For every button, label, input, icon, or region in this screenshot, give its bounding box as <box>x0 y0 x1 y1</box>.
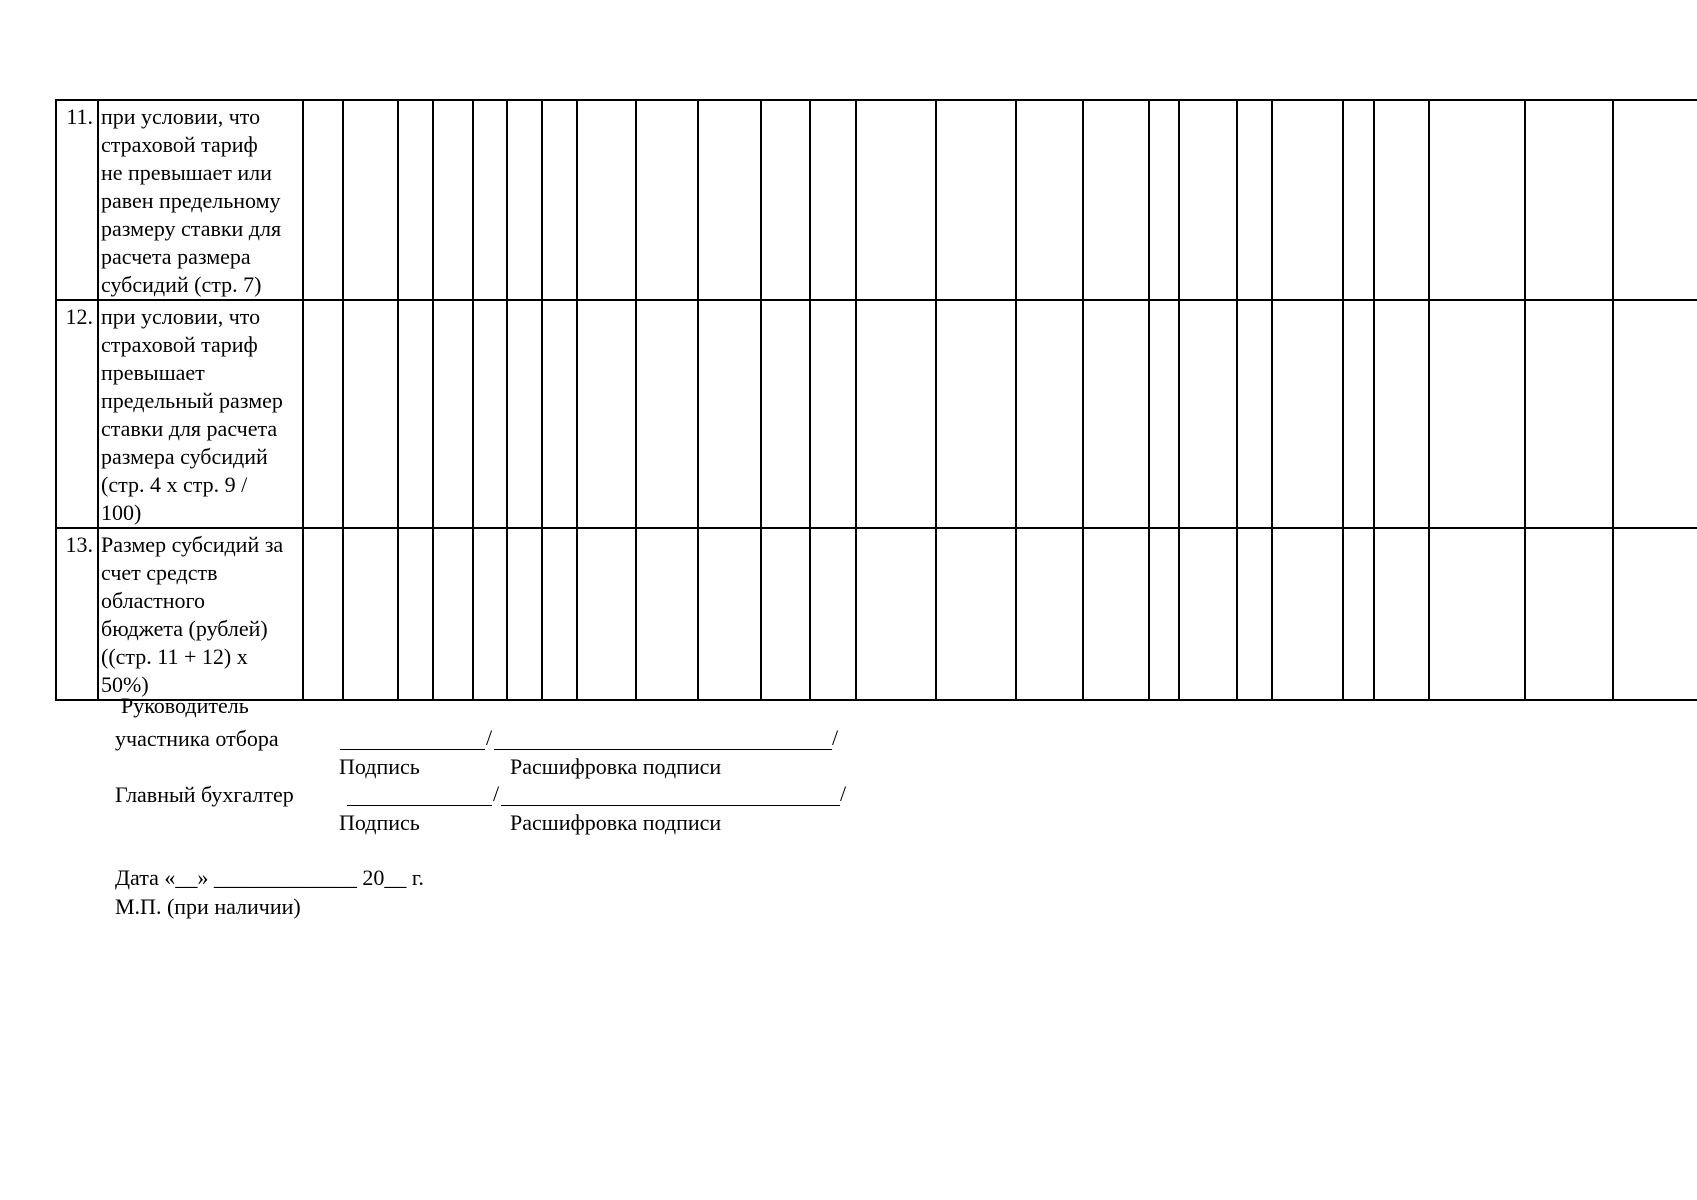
empty-cell <box>433 300 473 528</box>
empty-cell <box>810 100 856 300</box>
empty-cell <box>856 300 936 528</box>
empty-cell <box>473 300 507 528</box>
head-title-line2: участника отбора <box>115 726 279 751</box>
empty-cell <box>303 300 343 528</box>
empty-cell <box>1374 100 1429 300</box>
head-sign-caption: Подпись <box>339 754 420 779</box>
empty-cell <box>1179 300 1237 528</box>
empty-cell <box>1083 528 1149 700</box>
empty-cell <box>343 528 398 700</box>
empty-cell <box>433 100 473 300</box>
accountant-sign-caption: Подпись <box>339 810 420 835</box>
head-slash-right: / <box>832 725 839 750</box>
head-decode-line <box>494 749 832 750</box>
empty-cell <box>577 100 636 300</box>
empty-cell <box>398 528 433 700</box>
empty-cell <box>856 528 936 700</box>
empty-cell <box>1237 528 1272 700</box>
empty-cell <box>303 100 343 300</box>
empty-cell <box>542 100 577 300</box>
empty-cell <box>1343 100 1374 300</box>
empty-cell <box>303 528 343 700</box>
row-number: 11. <box>56 100 98 300</box>
empty-cell <box>398 100 433 300</box>
empty-cell <box>1149 528 1179 700</box>
empty-cell <box>1272 300 1343 528</box>
empty-cell <box>1343 300 1374 528</box>
empty-cell <box>1429 100 1525 300</box>
empty-cell <box>1016 100 1083 300</box>
empty-cell <box>1272 100 1343 300</box>
table-row <box>56 100 1697 300</box>
empty-cell <box>1374 528 1429 700</box>
empty-cell <box>936 528 1016 700</box>
head-decode-caption: Расшифровка подписи <box>510 754 722 779</box>
row-description: при условии, что страховой тариф не превышает или равен предельному размеру ставки для расчета размера субсидий (стр. 7) <box>98 100 303 300</box>
empty-cell <box>698 528 761 700</box>
empty-cell <box>433 528 473 700</box>
empty-cell <box>1343 528 1374 700</box>
date-field: Дата «__» _____________ 20__ г. <box>115 865 424 890</box>
empty-cell <box>343 300 398 528</box>
empty-cell <box>856 100 936 300</box>
empty-cell <box>1237 100 1272 300</box>
row-number: 13. <box>56 528 98 700</box>
empty-cell <box>636 100 698 300</box>
empty-cell <box>507 300 542 528</box>
empty-cell <box>542 300 577 528</box>
empty-cell <box>636 528 698 700</box>
empty-cell <box>577 300 636 528</box>
empty-cell <box>936 300 1016 528</box>
empty-cell <box>398 300 433 528</box>
empty-cell <box>761 528 810 700</box>
accountant-signature-line <box>347 805 492 806</box>
accountant-decode-caption: Расшифровка подписи <box>510 810 722 835</box>
empty-cell <box>636 300 698 528</box>
row-description: при условии, что страховой тариф превышает предельный размер ставки для расчета размера субсидий (стр. 4 x стр. 9 / 100) <box>98 300 303 528</box>
empty-cell <box>1613 100 1697 300</box>
empty-cell <box>473 528 507 700</box>
empty-cell <box>507 100 542 300</box>
empty-cell <box>1429 300 1525 528</box>
empty-cell <box>1179 528 1237 700</box>
empty-cell <box>1179 100 1237 300</box>
table-row <box>56 300 1697 528</box>
accountant-decode-line <box>501 805 840 806</box>
empty-cell <box>507 528 542 700</box>
empty-cell <box>1083 300 1149 528</box>
empty-cell <box>1374 300 1429 528</box>
stamp-note: М.П. (при наличии) <box>115 894 301 919</box>
empty-cell <box>1149 300 1179 528</box>
empty-cell <box>1016 300 1083 528</box>
empty-cell <box>1272 528 1343 700</box>
empty-cell <box>1083 100 1149 300</box>
empty-cell <box>1613 528 1697 700</box>
empty-cell <box>343 100 398 300</box>
empty-cell <box>936 100 1016 300</box>
empty-cell <box>761 100 810 300</box>
empty-cell <box>1525 528 1613 700</box>
empty-cell <box>1149 100 1179 300</box>
head-title-line1: Руководитель <box>121 693 249 718</box>
empty-cell <box>1429 528 1525 700</box>
head-signature-line <box>340 749 485 750</box>
row-number: 12. <box>56 300 98 528</box>
empty-cell <box>1237 300 1272 528</box>
empty-cell <box>1613 300 1697 528</box>
empty-cell <box>761 300 810 528</box>
empty-cell <box>1016 528 1083 700</box>
data-table <box>55 99 1697 701</box>
accountant-slash-right: / <box>840 781 847 806</box>
accountant-slash-left: / <box>493 781 500 806</box>
empty-cell <box>698 300 761 528</box>
empty-cell <box>473 100 507 300</box>
empty-cell <box>577 528 636 700</box>
empty-cell <box>1525 300 1613 528</box>
empty-cell <box>698 100 761 300</box>
empty-cell <box>1525 100 1613 300</box>
empty-cell <box>810 300 856 528</box>
empty-cell <box>810 528 856 700</box>
row-description: Размер субсидий за счет средств областного бюджета (рублей) ((стр. 11 + 12) x 50%) <box>98 528 303 700</box>
table-row <box>56 528 1697 700</box>
accountant-title: Главный бухгалтер <box>115 782 294 807</box>
head-slash-left: / <box>486 725 493 750</box>
empty-cell <box>542 528 577 700</box>
